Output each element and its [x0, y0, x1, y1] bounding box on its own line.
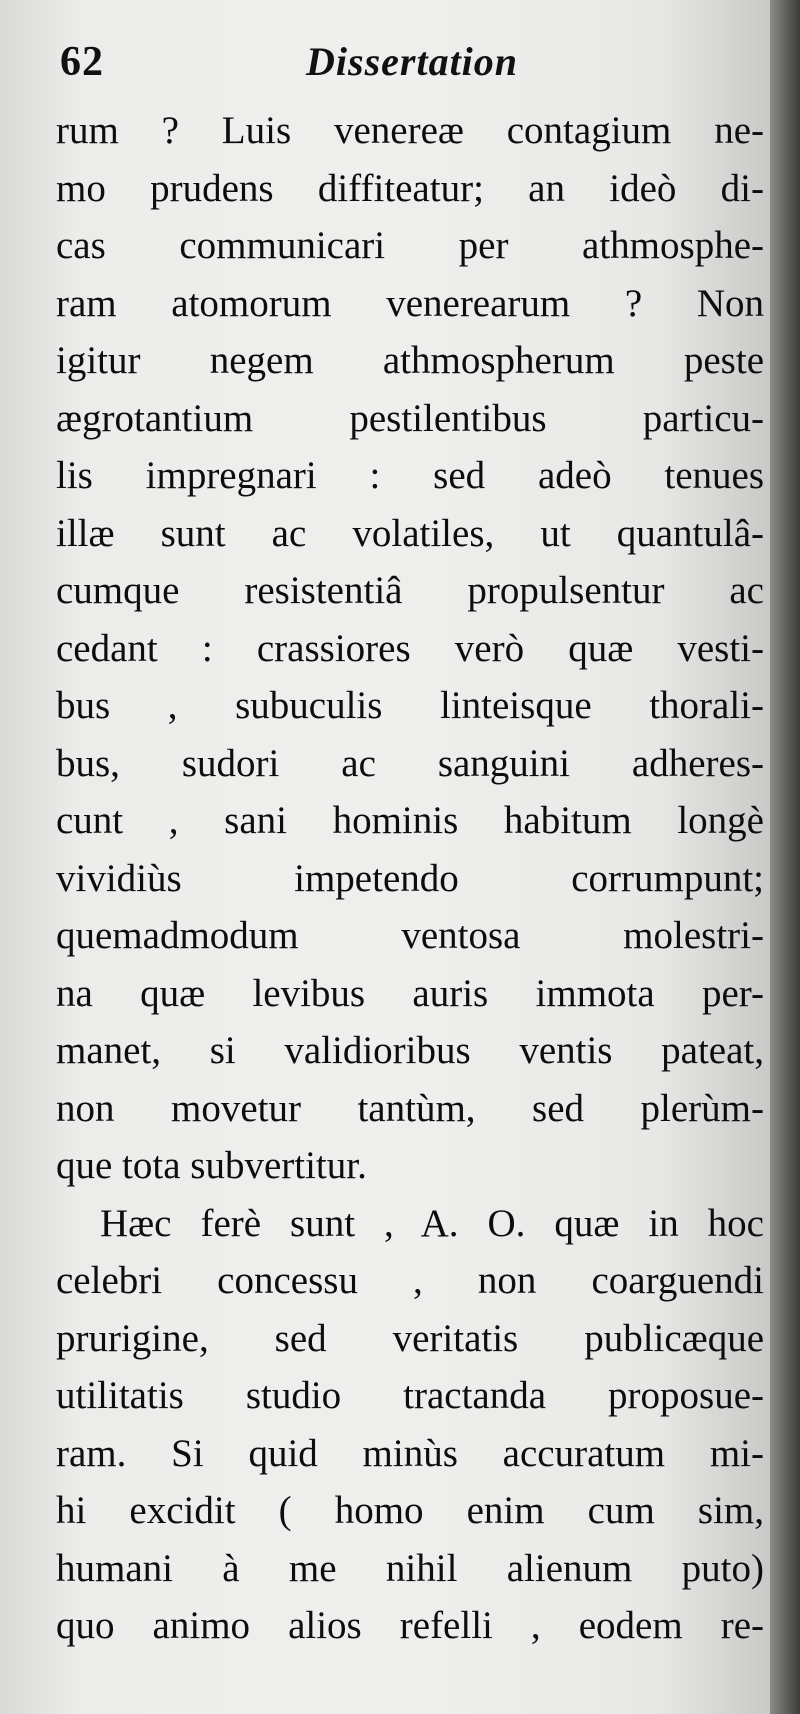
body-text	[56, 102, 764, 1655]
text-line: illæ sunt ac volatiles, ut quantulâ-	[56, 511, 764, 555]
text-line: cas communicari per athmosphe-	[56, 224, 764, 267]
text-line: cunt , sani hominis habitum longè	[56, 799, 764, 842]
text-line: utilitatis studio tractanda proposue-	[56, 1374, 764, 1417]
text-line: non movetur tantùm, sed plerùm-	[56, 1086, 764, 1130]
text-line: bus , subuculis linteisque thorali-	[56, 684, 764, 727]
page-number: 62	[60, 39, 104, 85]
running-head: Dissertation	[306, 39, 519, 84]
text-line: mo prudens diffiteatur; an ideò di-	[56, 166, 764, 210]
text-line: hi excidit ( homo enim cum sim,	[56, 1489, 764, 1532]
text-line: cedant : crassiores verò quæ vesti-	[56, 626, 764, 670]
text-line: humani à me nihil alienum puto)	[56, 1546, 764, 1590]
text-line: quo animo alios refelli , eodem re-	[56, 1604, 764, 1647]
text-line: ram. Si quid minùs accuratum mi-	[56, 1431, 764, 1475]
text-line: quemadmodum ventosa molestri-	[56, 914, 764, 957]
text-line: celebri concessu , non coarguendi	[56, 1259, 764, 1302]
text-line: igitur negem athmospherum peste	[56, 339, 764, 382]
text-line: na quæ levibus auris immota per-	[56, 971, 764, 1015]
page-header	[60, 38, 760, 98]
text-line: vividiùs impetendo corrumpunt;	[56, 856, 764, 900]
paragraph-first-line: Hæc ferè sunt , A. O. quæ in hoc	[100, 1201, 764, 1245]
text-line: prurigine, sed veritatis publicæque	[56, 1316, 764, 1360]
page-edge-shadow	[770, 0, 800, 1714]
text-line: ram atomorum venerearum ? Non	[56, 281, 764, 325]
text-line: ægrotantium pestilentibus particu-	[56, 396, 764, 440]
text-line: lis impregnari : sed adeò tenues	[56, 454, 764, 497]
text-line: manet, si validioribus ventis pateat,	[56, 1029, 764, 1072]
text-line: rum ? Luis venereæ contagium ne-	[56, 109, 764, 152]
text-line: cumque resistentiâ propulsentur ac	[56, 569, 764, 612]
text-line: bus, sudori ac sanguini adheres-	[56, 741, 764, 785]
text-line: que tota subvertitur.	[56, 1144, 367, 1187]
